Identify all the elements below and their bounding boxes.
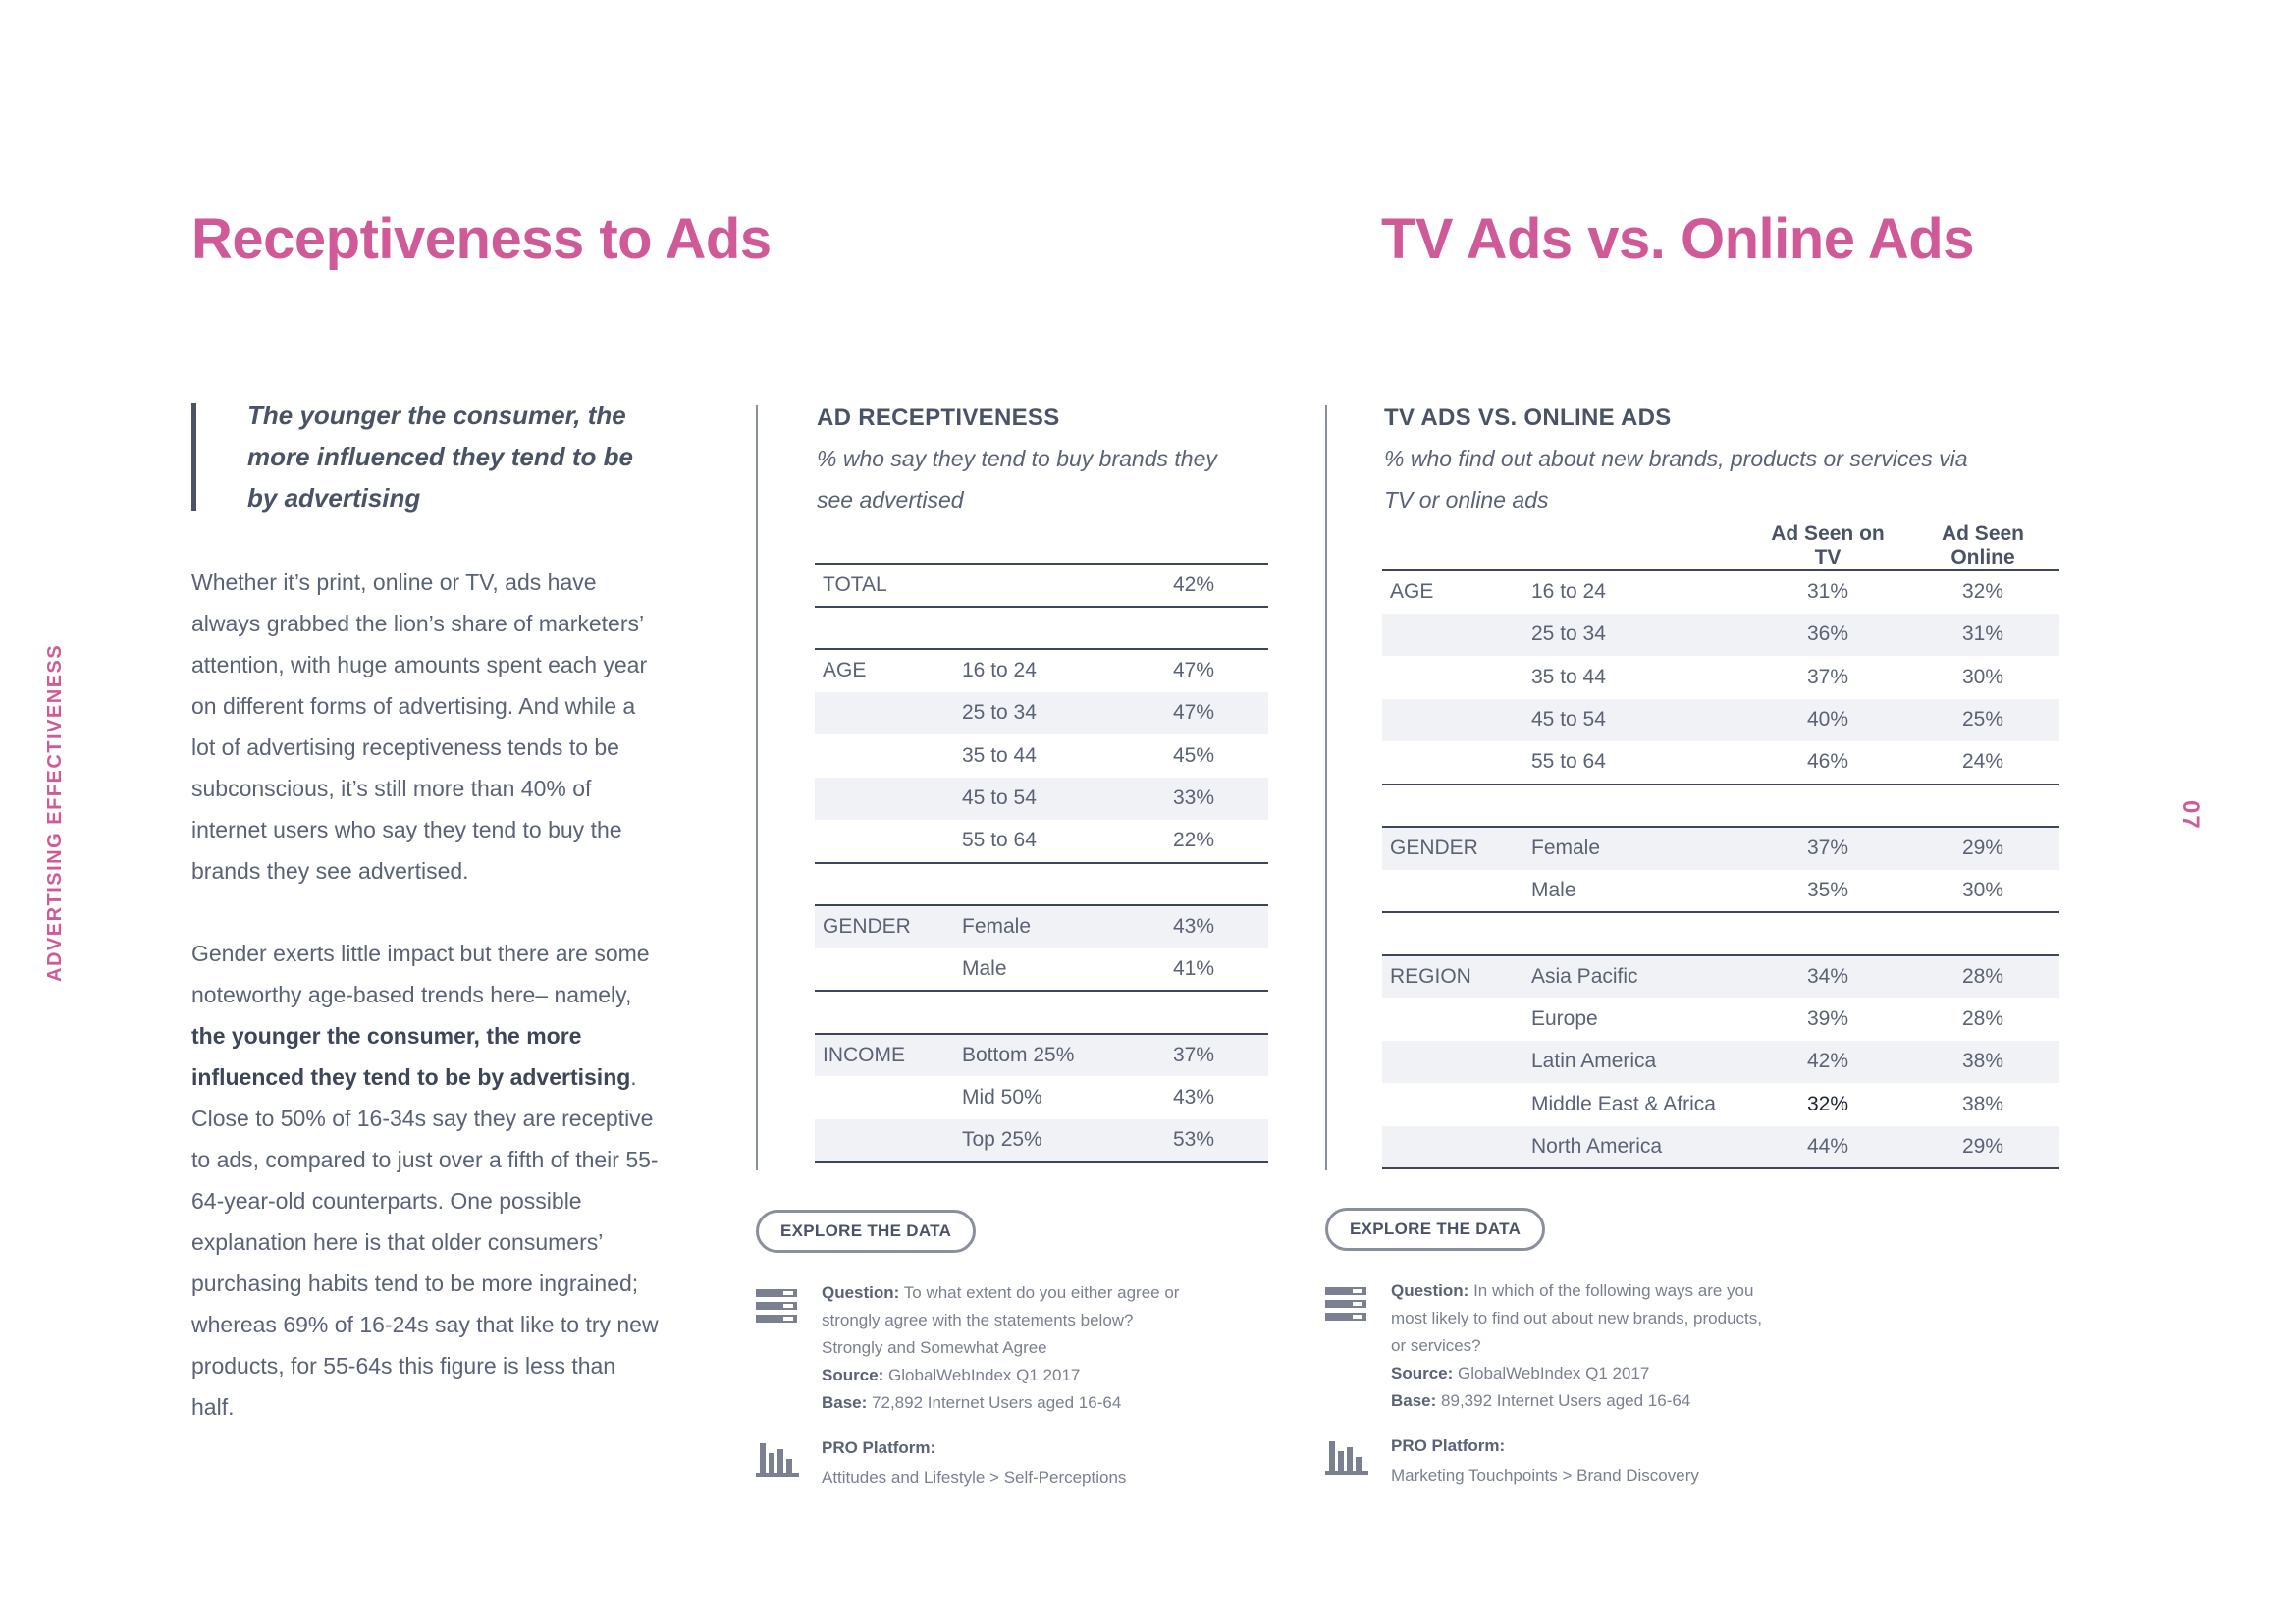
- column-divider: [756, 405, 758, 1170]
- row-label: 35 to 44: [962, 743, 1037, 767]
- row-label: 35 to 44: [1531, 665, 1606, 688]
- row-label: Europe: [1531, 1006, 1598, 1030]
- table-row: [1382, 741, 2059, 785]
- table-row: [1382, 656, 2059, 699]
- pro-platform-path[interactable]: Attitudes and Lifestyle > Self-Perceptions: [822, 1468, 1127, 1487]
- source-text: GlobalWebIndex Q1 2017: [888, 1366, 1081, 1384]
- row-value: 41%: [1150, 948, 1268, 992]
- row-value-online: 25%: [1906, 699, 2059, 742]
- row-value-online: 30%: [1906, 870, 2059, 913]
- table-row: [1382, 870, 2059, 913]
- table-row: [815, 1119, 1268, 1163]
- tv-vs-online-subtitle: % who find out about new brands, products or services via TV or online ads: [1384, 446, 1968, 513]
- row-value: 37%: [1150, 1034, 1268, 1077]
- row-label: North America: [1523, 1126, 1749, 1169]
- row-group-label: AGE: [815, 649, 954, 692]
- row-value: 45%: [1172, 743, 1214, 767]
- row-value-tv: 46%: [1749, 741, 1906, 785]
- para2-text-a: Gender exerts little impact but there are some noteworthy age-based trends here– namely,: [191, 941, 650, 1007]
- column-header-online: Ad Seen Online: [1941, 522, 2025, 568]
- row-label: Mid 50%: [962, 1085, 1042, 1109]
- row-value-online: 29%: [1906, 1126, 2059, 1169]
- table-row: [1382, 699, 2059, 742]
- table-row: [1382, 570, 2059, 614]
- table-row: [815, 1076, 1268, 1119]
- body-paragraph-2: [191, 933, 663, 1428]
- table-row: [815, 820, 1268, 863]
- bar-chart-icon: [756, 1441, 799, 1477]
- question-meta: [1391, 1277, 1764, 1415]
- row-label: Female: [1523, 827, 1749, 870]
- tv-vs-online-title: TV ADS VS. ONLINE ADS: [1384, 405, 1672, 431]
- pull-quote-text: The younger the consumer, the more influenced they tend to be by advertising: [247, 401, 633, 513]
- row-value: 47%: [1150, 649, 1268, 692]
- row-label: 45 to 54: [954, 778, 1150, 821]
- column-header-tv: Ad Seen on TV: [1771, 522, 1885, 568]
- row-label: Male: [1523, 870, 1749, 913]
- row-group-label: AGE: [1382, 570, 1523, 614]
- source-text: GlobalWebIndex Q1 2017: [1458, 1364, 1650, 1382]
- source-label: Source:: [1391, 1364, 1454, 1382]
- row-value: 22%: [1150, 820, 1268, 863]
- body-paragraph-1: Whether it’s print, online or TV, ads have always grabbed the lion’s share of marketers’ attention, with huge amounts spent each year on different forms of advertising. And while a lot of advertising receptiveness tends to be subconscious, it’s still more than 40% of internet users who say they tend to buy the brands they see advertised.: [191, 569, 648, 884]
- row-value-tv: 42%: [1749, 1041, 1906, 1084]
- page-title-tv-vs-online: TV Ads vs. Online Ads: [1381, 207, 1974, 271]
- row-value-online: 24%: [1906, 741, 2059, 785]
- table-row: [815, 649, 1268, 692]
- base-text: 72,892 Internet Users aged 16-64: [872, 1393, 1122, 1412]
- row-value: 43%: [1150, 905, 1268, 948]
- row-value-tv: 36%: [1749, 614, 1906, 657]
- row-label: 45 to 54: [1523, 699, 1749, 742]
- table-row: [1382, 1083, 2059, 1126]
- table-row: [815, 692, 1268, 735]
- para2-text-b: . Close to 50% of 16-34s say they are receptive to ads, compared to just over a fifth of their 55-64-year-old counterparts. One possible explanation here is that older consumers’ purchasing habits tend to be more ingrained; whereas 69% of 16-24s say that like to try new products, for 55-64s this figure is less than half.: [191, 1064, 659, 1420]
- row-label: Female: [954, 905, 1150, 948]
- row-group-label: INCOME: [815, 1034, 954, 1077]
- row-value-online: 28%: [1906, 955, 2059, 999]
- row-label: Top 25%: [954, 1119, 1150, 1163]
- row-value-tv: 40%: [1749, 699, 1906, 742]
- row-value-tv: 34%: [1749, 955, 1906, 999]
- row-value-tv: 39%: [1806, 1006, 1849, 1030]
- pro-platform-label: PRO Platform:: [1391, 1436, 1506, 1455]
- row-group-label: REGION: [1382, 955, 1523, 999]
- row-value-tv: 35%: [1749, 870, 1906, 913]
- row-value-online: 29%: [1906, 827, 2059, 870]
- row-value: 43%: [1172, 1085, 1214, 1109]
- row-label: Bottom 25%: [954, 1034, 1150, 1077]
- row-label: 16 to 24: [1523, 570, 1749, 614]
- question-label: Question:: [822, 1283, 900, 1302]
- row-value: 47%: [1150, 692, 1268, 735]
- table-row: [1382, 614, 2059, 657]
- table-row: [815, 948, 1268, 992]
- table-row: [1382, 1041, 2059, 1084]
- column-divider: [1325, 405, 1327, 1170]
- row-value-online: 31%: [1906, 614, 2059, 657]
- bar-chart-icon: [1325, 1439, 1368, 1475]
- table-row: [815, 905, 1268, 948]
- question-text: To what extent do you either agree or strongly agree with the statements below? Strongly and Somewhat Agree: [822, 1283, 1180, 1357]
- table-row: [815, 564, 1268, 607]
- row-group-label: TOTAL: [815, 564, 954, 607]
- page-title-receptiveness: Receptiveness to Ads: [191, 207, 772, 271]
- pull-quote: [191, 403, 640, 511]
- row-value-online: 32%: [1906, 570, 2059, 614]
- row-value-tv: 37%: [1749, 827, 1906, 870]
- section-side-label: ADVERTISING EFFECTIVENESS: [44, 643, 66, 982]
- table-row: [1382, 998, 2059, 1041]
- table-row: [815, 778, 1268, 821]
- ad-receptiveness-title: AD RECEPTIVENESS: [817, 405, 1060, 431]
- base-label: Base:: [822, 1393, 868, 1412]
- explore-data-button[interactable]: EXPLORE THE DATA: [756, 1210, 976, 1253]
- row-label: 25 to 34: [954, 692, 1150, 735]
- row-label: Asia Pacific: [1523, 955, 1749, 999]
- tv-vs-online-table: [1382, 522, 2059, 1169]
- row-label: Male: [954, 948, 1150, 992]
- table-row: [815, 1034, 1268, 1077]
- row-value-online: 38%: [1961, 1092, 2004, 1115]
- table-header-row: [1382, 522, 2059, 570]
- ad-receptiveness-table: [815, 563, 1268, 1163]
- explore-data-button[interactable]: EXPLORE THE DATA: [1325, 1208, 1545, 1251]
- table-row: [1382, 827, 2059, 870]
- row-value-tv: 44%: [1749, 1126, 1906, 1169]
- row-value-online: 30%: [1961, 665, 2004, 688]
- pro-platform-info: [1391, 1432, 1699, 1490]
- row-label: Latin America: [1523, 1041, 1749, 1084]
- question-meta: [822, 1279, 1195, 1417]
- pro-platform-info: [822, 1434, 1126, 1492]
- source-label: Source:: [822, 1366, 884, 1384]
- row-label: 25 to 34: [1523, 614, 1749, 657]
- table-row: [815, 734, 1268, 778]
- document-icon: [756, 1289, 797, 1325]
- row-value-tv: 31%: [1749, 570, 1906, 614]
- question-text: In which of the following ways are you most likely to find out about new brands, products, or services?: [1391, 1281, 1762, 1355]
- row-group-label: GENDER: [815, 905, 954, 948]
- ad-receptiveness-subtitle: % who say they tend to buy brands they see advertised: [817, 446, 1217, 513]
- row-value: 53%: [1150, 1119, 1268, 1163]
- row-group-label: GENDER: [1382, 827, 1523, 870]
- row-value-online: 38%: [1906, 1041, 2059, 1084]
- row-label: 16 to 24: [954, 649, 1150, 692]
- base-text: 89,392 Internet Users aged 16-64: [1441, 1391, 1691, 1410]
- row-value: 42%: [1150, 564, 1268, 607]
- pro-platform-label: PRO Platform:: [822, 1438, 936, 1457]
- question-label: Question:: [1391, 1281, 1469, 1300]
- para2-bold: the younger the consumer, the more influenced they tend to be by advertising: [191, 1023, 631, 1090]
- row-label: 55 to 64: [1523, 741, 1749, 785]
- table-row: [1382, 1126, 2059, 1169]
- document-icon: [1325, 1287, 1366, 1323]
- row-value-online: 28%: [1961, 1006, 2004, 1030]
- page-number: 07: [2177, 800, 2204, 831]
- table-row: [1382, 955, 2059, 999]
- row-label: Middle East & Africa: [1531, 1092, 1716, 1115]
- base-label: Base:: [1391, 1391, 1437, 1410]
- row-label: 55 to 64: [954, 820, 1150, 863]
- row-value: 33%: [1150, 778, 1268, 821]
- row-value-tv: 37%: [1806, 665, 1849, 688]
- row-value-tv: 32%: [1806, 1092, 1849, 1115]
- pro-platform-path[interactable]: Marketing Touchpoints > Brand Discovery: [1391, 1466, 1699, 1485]
